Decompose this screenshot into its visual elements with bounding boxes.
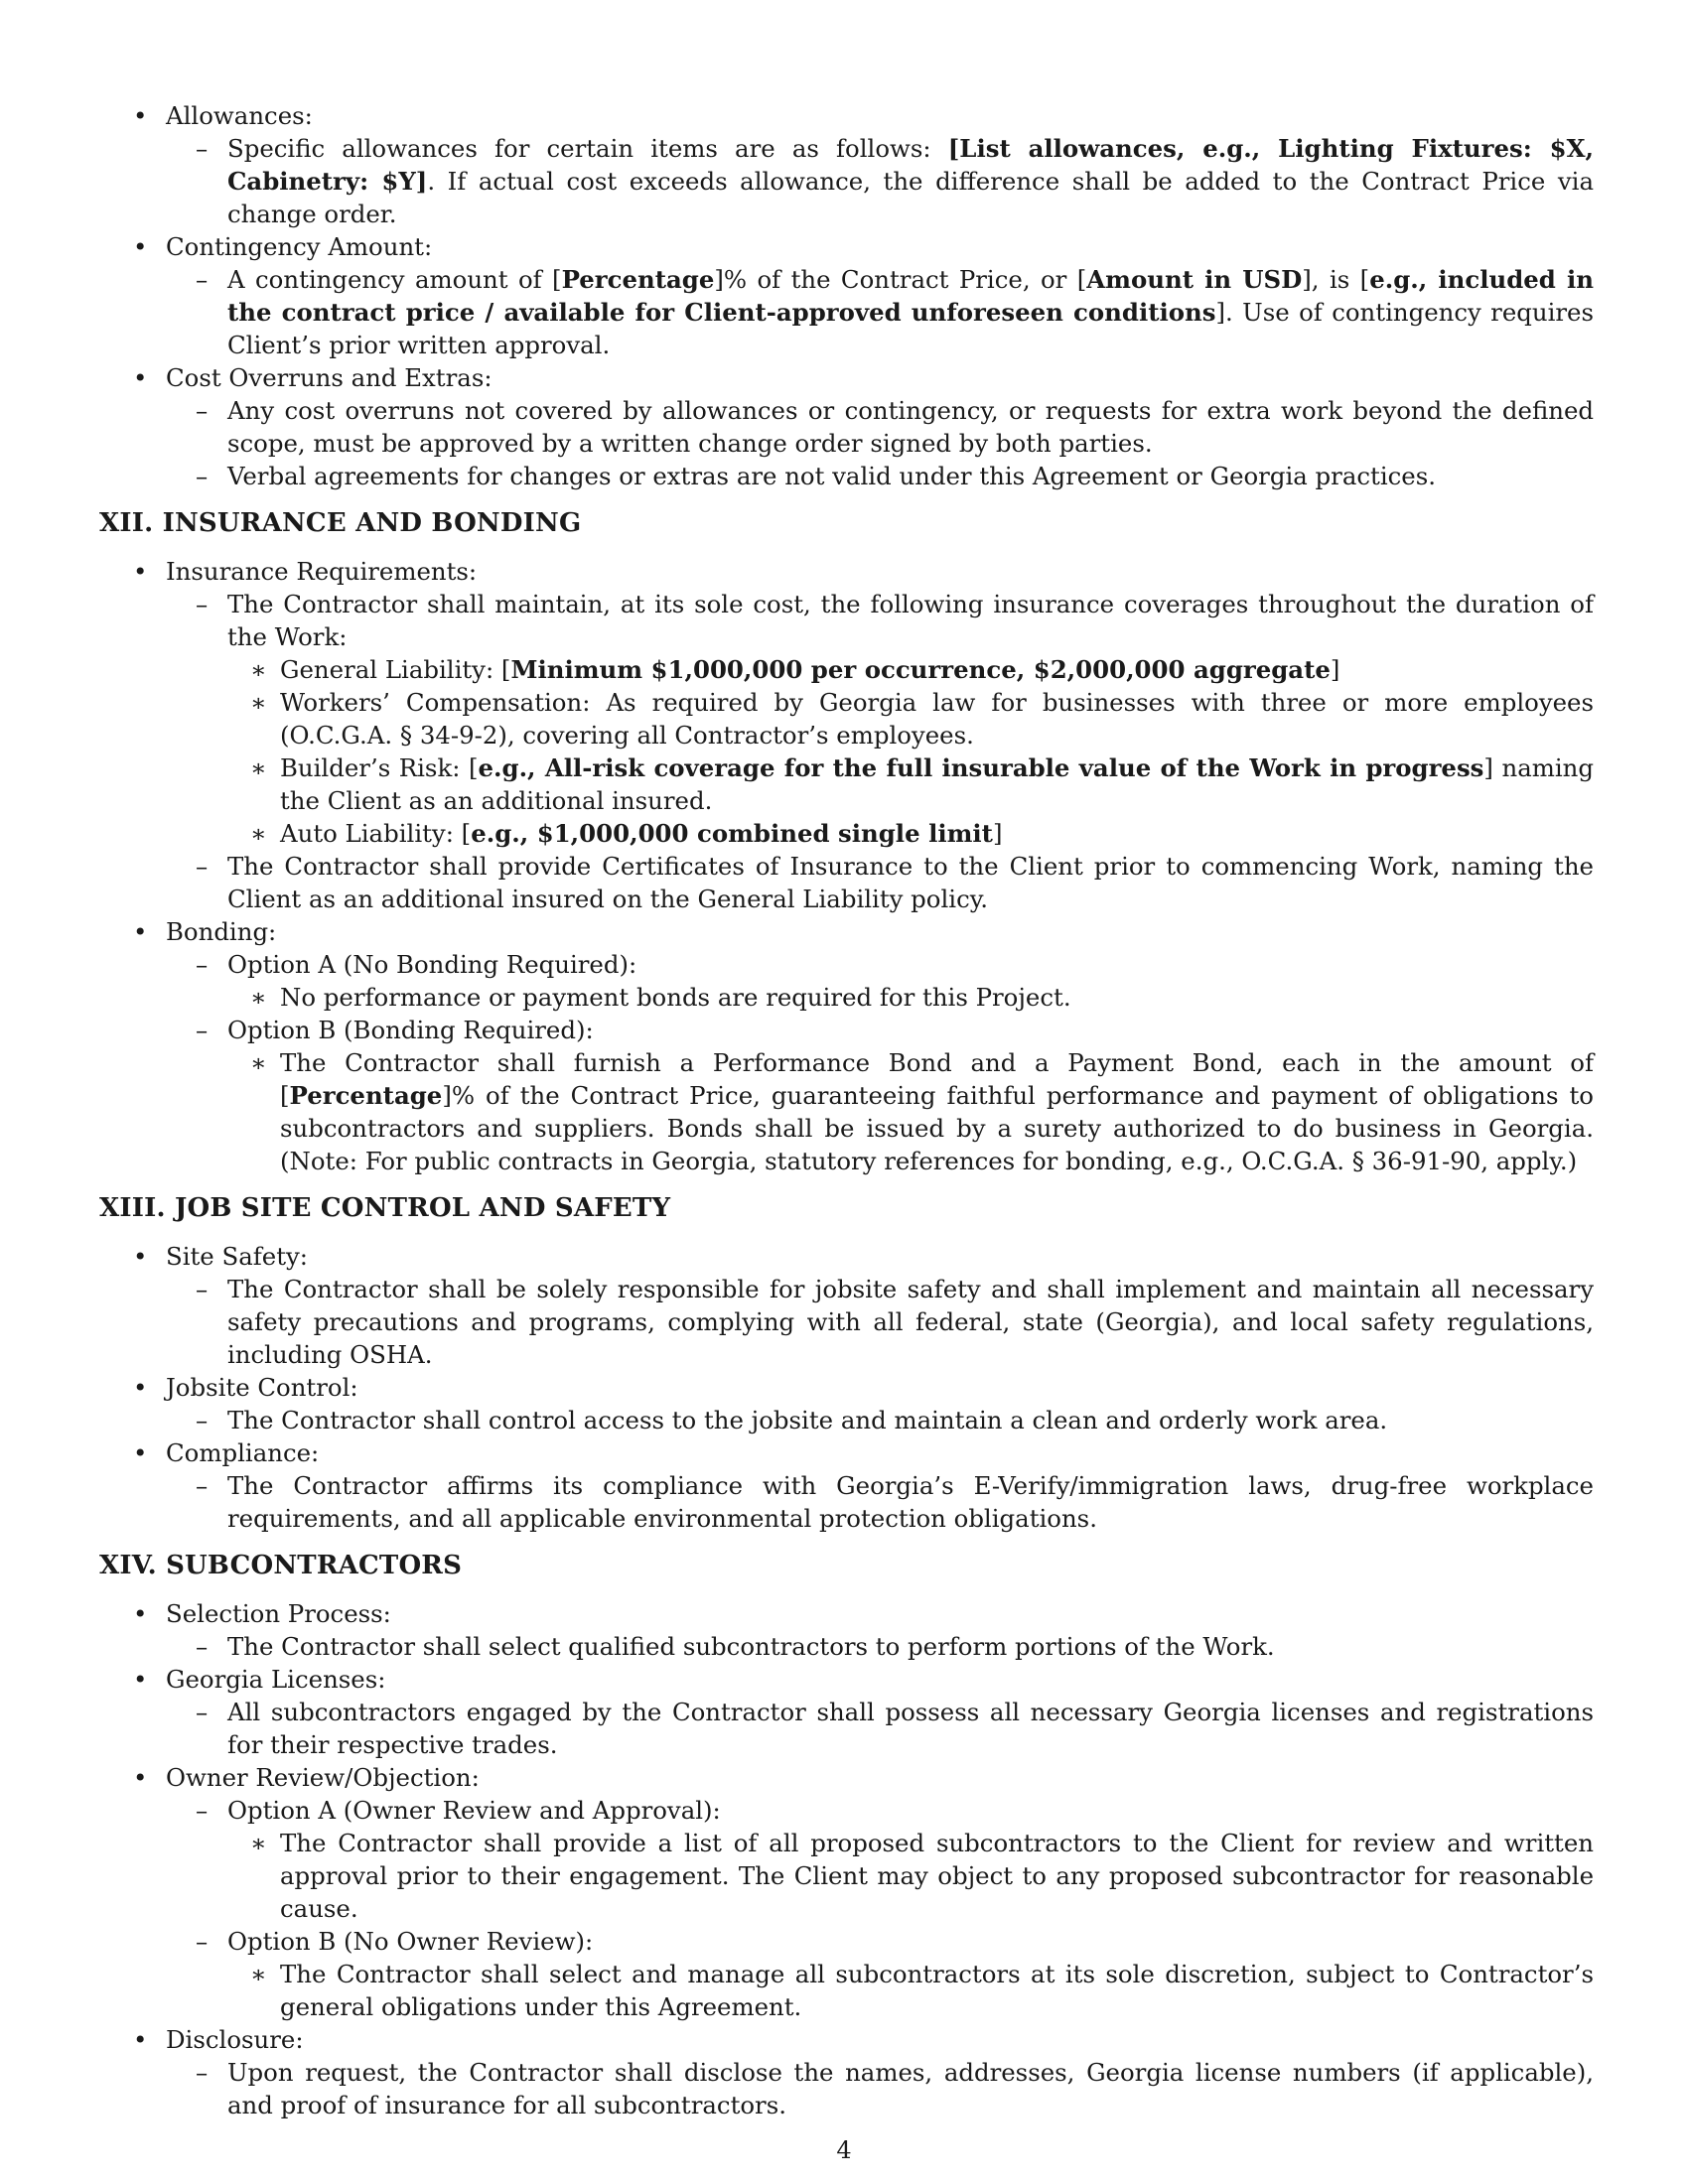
dash-icon: – xyxy=(196,1698,209,1726)
bullet-icon: • xyxy=(133,101,148,130)
list-item xyxy=(99,850,1594,915)
item-label: Selection Process: xyxy=(166,1599,391,1628)
section-heading: XIV. SUBCONTRACTORS xyxy=(99,1551,463,1580)
item-text: No performance or payment bonds are required for this Project. xyxy=(280,983,1071,1012)
asterisk-icon: ∗ xyxy=(250,655,267,684)
bullet-icon: • xyxy=(133,917,148,946)
section-heading: XIII. JOB SITE CONTROL AND SAFETY xyxy=(99,1193,671,1223)
dash-icon: – xyxy=(196,1927,209,1956)
page-number: 4 xyxy=(836,2136,852,2164)
item-label: Bonding: xyxy=(166,917,277,946)
asterisk-icon: ∗ xyxy=(250,1048,267,1077)
dash-icon: – xyxy=(196,265,209,294)
item-text: The Contractor shall furnish a Performance Bond and a Payment Bond, each in the amount of [ xyxy=(280,1048,1594,1110)
item-text: Workers’ Compensation: As required by Georgia law for businesses with three or more employees (O.C.G.A. § 34-9-2), covering all Contractor’s employees. xyxy=(280,688,1594,750)
list-item xyxy=(99,361,1594,394)
dash-icon: – xyxy=(196,852,209,881)
list-item xyxy=(99,1436,1594,1469)
list-item xyxy=(99,1630,1594,1663)
list-item xyxy=(99,1046,1594,1177)
item-text: ] xyxy=(1330,655,1340,684)
list-item xyxy=(99,1925,1594,1958)
dash-icon: – xyxy=(196,2058,209,2087)
dash-icon: – xyxy=(196,1406,209,1434)
placeholder-text: [List allowances, e.g., Lighting Fixtures: $X, Cabinetry: $Y] xyxy=(227,134,1594,196)
placeholder-text: e.g., included in the contract price / available for Client-approved unforeseen conditions xyxy=(227,265,1594,327)
bullet-icon: • xyxy=(133,1763,148,1792)
list-item xyxy=(99,132,1594,230)
bullet-icon: • xyxy=(133,232,148,261)
list-item xyxy=(99,230,1594,263)
dash-icon: – xyxy=(196,134,209,163)
list-item xyxy=(99,1761,1594,1794)
list-item xyxy=(99,1827,1594,1925)
list-item xyxy=(99,1958,1594,2023)
item-label: Georgia Licenses: xyxy=(166,1665,386,1694)
item-label: Jobsite Control: xyxy=(166,1373,358,1402)
bullet-icon: • xyxy=(133,1373,148,1402)
list-item xyxy=(99,1404,1594,1436)
list-item xyxy=(99,981,1594,1014)
bullet-icon: • xyxy=(133,2025,148,2054)
item-text: ]% of the Contract Price, guaranteeing faithful performance and payment of obligations to subcontractors and suppliers. Bonds shall be issued by a surety authorized to do business in Georgia. (Note: For public contracts in Georgia, statutory references for bonding, e.g., O.C.G.A. § 36-91-90, apply.) xyxy=(280,1081,1594,1175)
dash-icon: – xyxy=(196,1796,209,1825)
item-label: Owner Review/Objection: xyxy=(166,1763,480,1792)
list-item xyxy=(99,460,1594,492)
item-label: Disclosure: xyxy=(166,2025,304,2054)
item-text: ], is [ xyxy=(1302,265,1370,294)
item-text: Option B (Bonding Required): xyxy=(227,1016,594,1044)
dash-icon: – xyxy=(196,462,209,490)
item-text: Specific allowances for certain items are as follows: xyxy=(227,134,948,163)
item-text: ] xyxy=(992,819,1003,848)
list-item xyxy=(99,263,1594,361)
list-item xyxy=(99,2056,1594,2121)
list-item xyxy=(99,588,1594,653)
list-item xyxy=(99,555,1594,588)
dash-icon: – xyxy=(196,1016,209,1044)
item-text: ]% of the Contract Price, or [ xyxy=(714,265,1087,294)
list-item xyxy=(99,1597,1594,1630)
document-body xyxy=(99,99,1594,2121)
item-label: Allowances: xyxy=(166,101,313,130)
asterisk-icon: ∗ xyxy=(250,1829,267,1857)
list-item xyxy=(99,99,1594,132)
item-text: Verbal agreements for changes or extras are not valid under this Agreement or Georgia practices. xyxy=(227,462,1436,490)
list-item xyxy=(99,1663,1594,1696)
list-item xyxy=(99,394,1594,460)
list-item xyxy=(99,653,1594,686)
list-item xyxy=(99,1371,1594,1404)
placeholder-text: Percentage xyxy=(561,265,715,294)
item-text: The Contractor shall be solely responsible for jobsite safety and shall implement and maintain all necessary safety precautions and programs, complying with all federal, state (Georgia), and local safety regulations, including OSHA. xyxy=(227,1275,1594,1369)
dash-icon: – xyxy=(196,1471,209,1500)
asterisk-icon: ∗ xyxy=(250,983,267,1012)
item-text: Auto Liability: [ xyxy=(280,819,472,848)
list-item xyxy=(99,686,1594,751)
item-text: Any cost overruns not covered by allowances or contingency, or requests for extra work beyond the defined scope, must be approved by a written change order signed by both parties. xyxy=(227,396,1594,458)
dash-icon: – xyxy=(196,950,209,979)
item-text: The Contractor shall control access to the jobsite and maintain a clean and orderly work area. xyxy=(227,1406,1388,1434)
bullet-icon: • xyxy=(133,1665,148,1694)
item-label: Cost Overruns and Extras: xyxy=(166,363,492,392)
item-text: Builder’s Risk: [ xyxy=(280,753,479,782)
placeholder-text: e.g., All-risk coverage for the full insurable value of the Work in progress xyxy=(478,753,1484,782)
placeholder-text: e.g., $1,000,000 combined single limit xyxy=(471,819,993,848)
item-text: All subcontractors engaged by the Contractor shall possess all necessary Georgia licenses and registrations for their respective trades. xyxy=(227,1698,1594,1759)
item-text: ] naming the Client as an additional insured. xyxy=(280,753,1594,815)
item-text: The Contractor shall provide a list of all proposed subcontractors to the Client for review and written approval prior to their engagement. The Client may object to any proposed subcontractor for reasonable cause. xyxy=(280,1829,1594,1923)
item-text: The Contractor shall provide Certificates of Insurance to the Client prior to commencing Work, naming the Client as an additional insured on the General Liability policy. xyxy=(227,852,1594,913)
bullet-icon: • xyxy=(133,1438,148,1467)
placeholder-text: Amount in USD xyxy=(1086,265,1303,294)
item-text: ]. Use of contingency requires Client’s prior written approval. xyxy=(227,298,1595,359)
item-text: Option A (No Bonding Required): xyxy=(227,950,637,979)
list-item xyxy=(99,1240,1594,1273)
placeholder-text: Percentage xyxy=(289,1081,443,1110)
list-item xyxy=(99,1794,1594,1827)
bullet-icon: • xyxy=(133,363,148,392)
asterisk-icon: ∗ xyxy=(250,753,267,782)
item-text: The Contractor affirms its compliance with Georgia’s E-Verify/immigration laws, drug-free workplace requirements, and all applicable environmental protection obligations. xyxy=(227,1471,1594,1533)
list-item xyxy=(99,1469,1594,1535)
item-text: Option A (Owner Review and Approval): xyxy=(227,1796,721,1825)
bullet-icon: • xyxy=(133,557,148,586)
list-item xyxy=(99,1696,1594,1761)
item-text: Upon request, the Contractor shall disclose the names, addresses, Georgia license numbers (if applicable), and proof of insurance for all subcontractors. xyxy=(227,2058,1594,2119)
bullet-icon: • xyxy=(133,1599,148,1628)
asterisk-icon: ∗ xyxy=(250,1960,267,1988)
dash-icon: – xyxy=(196,590,209,618)
item-label: Site Safety: xyxy=(166,1242,309,1271)
list-item xyxy=(99,948,1594,981)
bullet-icon: • xyxy=(133,1242,148,1271)
list-item xyxy=(99,817,1594,850)
item-label: Insurance Requirements: xyxy=(166,557,478,586)
item-label: Contingency Amount: xyxy=(166,232,433,261)
item-text: A contingency amount of [ xyxy=(227,265,562,294)
item-text: The Contractor shall select qualified subcontractors to perform portions of the Work. xyxy=(227,1632,1275,1661)
list-item xyxy=(99,2023,1594,2056)
section-heading: XII. INSURANCE AND BONDING xyxy=(99,508,582,538)
dash-icon: – xyxy=(196,1275,209,1303)
list-item xyxy=(99,1014,1594,1046)
list-item xyxy=(99,1273,1594,1371)
item-text: General Liability: [ xyxy=(280,655,511,684)
list-item xyxy=(99,915,1594,948)
list-item xyxy=(99,751,1594,817)
item-label: Compliance: xyxy=(166,1438,320,1467)
placeholder-text: Minimum $1,000,000 per occurrence, $2,000,000 aggregate xyxy=(510,655,1331,684)
item-text: The Contractor shall maintain, at its sole cost, the following insurance coverages throughout the duration of the Work: xyxy=(227,590,1594,651)
asterisk-icon: ∗ xyxy=(250,819,267,848)
asterisk-icon: ∗ xyxy=(250,688,267,717)
item-text: . If actual cost exceeds allowance, the difference shall be added to the Contract Price via change order. xyxy=(227,167,1594,228)
item-text: The Contractor shall select and manage all subcontractors at its sole discretion, subject to Contractor’s general obligations under this Agreement. xyxy=(280,1960,1594,2021)
dash-icon: – xyxy=(196,396,209,425)
dash-icon: – xyxy=(196,1632,209,1661)
item-text: Option B (No Owner Review): xyxy=(227,1927,594,1956)
document-page xyxy=(99,99,1594,2184)
